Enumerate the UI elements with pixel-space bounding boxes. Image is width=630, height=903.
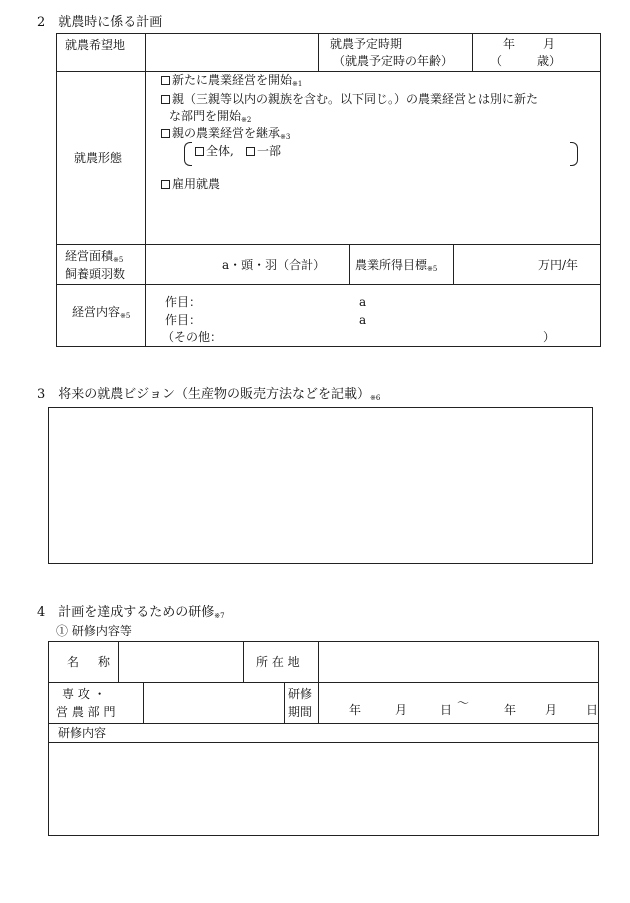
- checkbox[interactable]: [161, 180, 170, 189]
- age-label: 歳）: [537, 54, 562, 68]
- income-label: 農業所得目標※5: [355, 258, 438, 273]
- period-label-1: 研修: [288, 687, 313, 701]
- major-label-1: 専 攻 ・: [62, 687, 106, 701]
- hope-place-field[interactable]: [147, 35, 316, 69]
- major-field[interactable]: [145, 684, 282, 721]
- end-year: 年: [504, 703, 517, 717]
- name-label-2: 称: [98, 655, 111, 669]
- checkbox[interactable]: [161, 76, 170, 85]
- checkbox[interactable]: [161, 95, 170, 104]
- income-unit: 万円/年: [538, 258, 579, 272]
- option-new-division-cont: な部門を開始※2: [169, 109, 252, 124]
- age-paren-open: （: [490, 54, 503, 68]
- name-label-1: 名: [67, 655, 80, 669]
- training-content-field[interactable]: [50, 744, 597, 834]
- sub-option-whole[interactable]: 全体,: [195, 145, 234, 157]
- content-label: 経営内容※5: [72, 305, 131, 320]
- major-label-2: 営 農 部 門: [56, 705, 116, 719]
- start-month: 月: [395, 703, 408, 717]
- end-month: 月: [545, 703, 558, 717]
- livestock-label: 飼養頭羽数: [65, 267, 126, 281]
- start-day: 日: [440, 703, 453, 717]
- option-new-management[interactable]: 新たに農業経営を開始※1: [161, 74, 302, 86]
- training-content-label: 研修内容: [58, 726, 107, 740]
- option-employment[interactable]: 雇用就農: [161, 178, 220, 190]
- checkbox[interactable]: [246, 147, 255, 156]
- section4-heading: 4 計画を達成するための研修※7: [37, 605, 225, 620]
- period-label-2: 期間: [288, 705, 313, 719]
- other-close: ）: [543, 330, 556, 344]
- period-tilde: ～: [457, 696, 470, 710]
- option-new-division[interactable]: 親（三親等以内の親族を含む。以下同じ。）の農業経営とは別に新た: [161, 93, 538, 105]
- right-bracket: [570, 142, 578, 166]
- checkbox[interactable]: [161, 129, 170, 138]
- crop-unit-2: a: [359, 313, 367, 327]
- hope-place-label: 就農希望地: [65, 38, 126, 52]
- location-label: 所 在 地: [256, 655, 300, 669]
- section4-subheading: ① 研修内容等: [56, 624, 132, 638]
- section3-heading: 3 将来の就農ビジョン（生産物の販売方法などを記載）※6: [37, 387, 381, 402]
- section2-heading: 2 就農時に係る計画: [37, 15, 163, 30]
- crop-label-2: 作目：: [165, 313, 202, 327]
- crop-label-1: 作目：: [165, 295, 202, 309]
- planned-age-label: （就農予定時の年齢）: [333, 54, 454, 68]
- area-unit: a・頭・羽（合計）: [222, 258, 326, 272]
- other-open: （その他：: [162, 330, 223, 344]
- month-label: 月: [543, 37, 556, 51]
- checkbox[interactable]: [195, 147, 204, 156]
- left-bracket: [184, 142, 192, 166]
- location-field[interactable]: [320, 643, 597, 680]
- section2-table: [56, 33, 601, 347]
- start-year: 年: [349, 703, 362, 717]
- planned-time-label: 就農予定時期: [330, 37, 403, 51]
- form-label: 就農形態: [74, 151, 123, 165]
- name-field[interactable]: [120, 643, 241, 680]
- crop-unit-1: a: [359, 295, 367, 309]
- vision-textarea[interactable]: [48, 407, 593, 564]
- sub-option-part[interactable]: 一部: [246, 145, 281, 157]
- option-succession[interactable]: 親の農業経営を継承※3: [161, 127, 290, 139]
- end-day: 日: [586, 703, 599, 717]
- year-label: 年: [503, 37, 516, 51]
- area-label: 経営面積※5: [65, 249, 124, 264]
